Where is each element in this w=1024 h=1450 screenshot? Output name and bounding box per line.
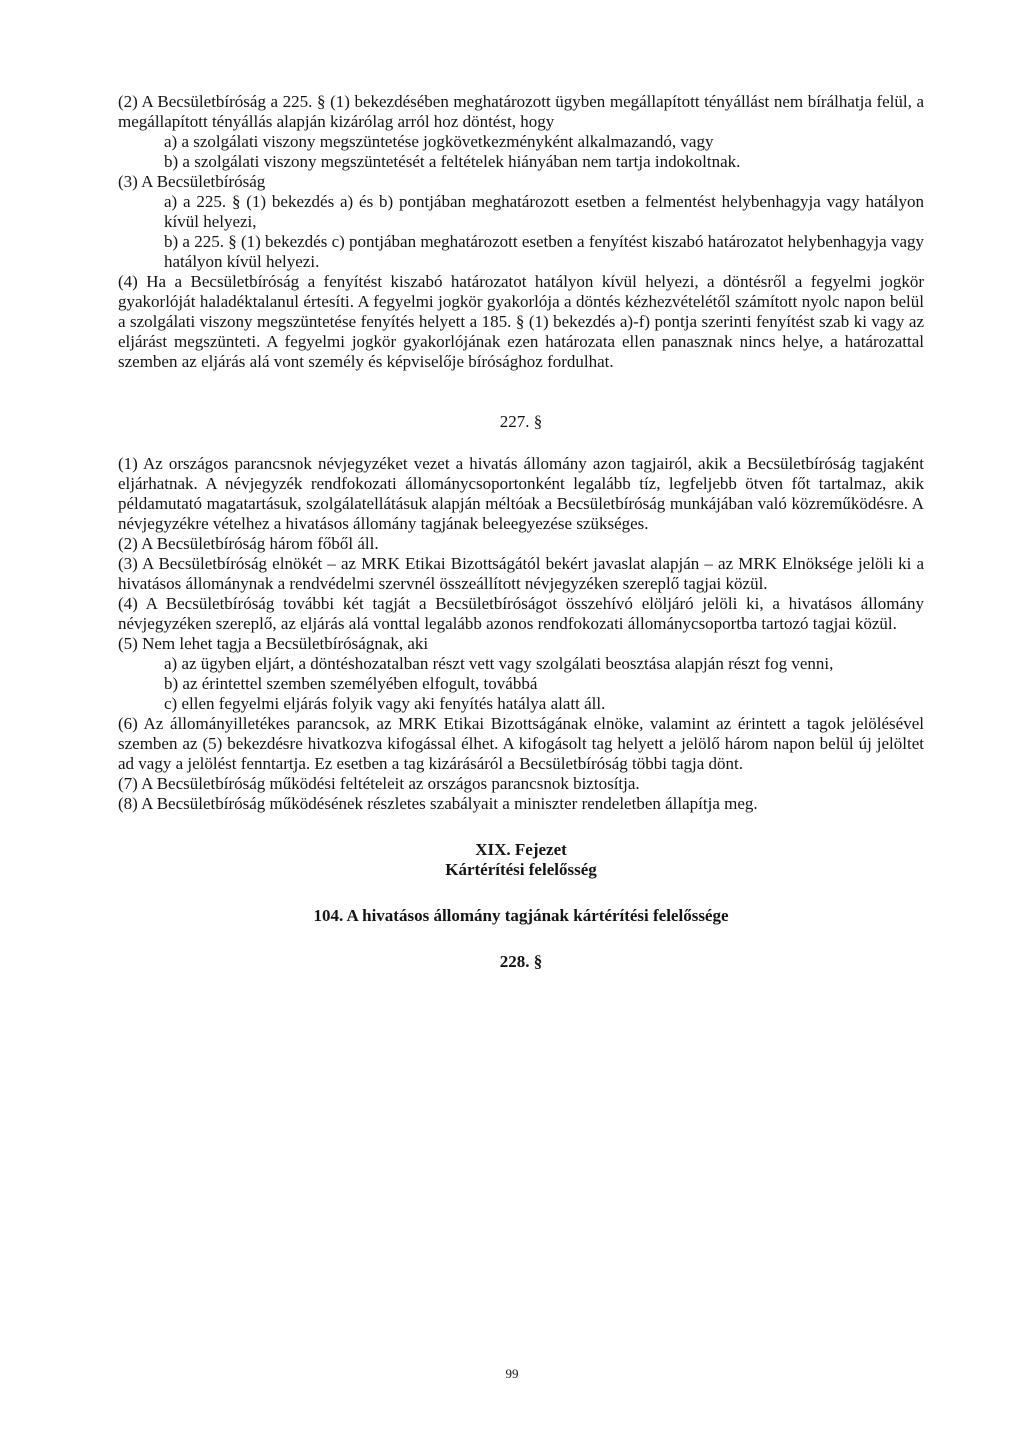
paragraph-227-1: (1) Az országos parancsnok névjegyzéket vezet a hivatás állomány azon tagjairól, akik a Becsületbíróság tagjaként eljárhatnak. A névjegyzék rendfokozati állománycsoportonként legalább tíz, legfeljebb ötven főt tartalmaz, akik példamutató magatartásuk, szolgálatellátásuk alapján méltóak a Becsületbíróság munkájában való közreműködésre. A névjegyzékre vételhez a hivatásos állomány tagjának beleegyezése szükséges. [118, 454, 924, 533]
list-item-226-3-b: b) a 225. § (1) bekezdés c) pontjában meghatározott esetben a fenyítést kiszabó határozatot helybenhagyja vagy hatályon kívül helyezi. [164, 232, 924, 271]
list-item-226-2-a: a) a szolgálati viszony megszüntetése jogkövetkezményként alkalmazandó, vagy [164, 132, 714, 151]
list-item-226-3-a: a) a 225. § (1) bekezdés a) és b) pontjában meghatározott esetben a felmentést helybenhagyja vagy hatályon kívül helyezi, [164, 192, 924, 231]
paragraph-227-3: (3) A Becsületbíróság elnökét – az MRK Etikai Bizottságától bekért javaslat alapján – az MRK Elnöksége jelöli ki a hivatásos állománynak a rendvédelmi szervnél összeállított névjegyzéken szereplő tagjai közül. [118, 554, 924, 593]
page-number: 99 [505, 1366, 519, 1381]
paragraph-227-8: (8) A Becsületbíróság működésének részletes szabályait a miniszter rendeletben állapítja meg. [118, 794, 758, 813]
list-item-227-5-a: a) az ügyben eljárt, a döntéshozatalban részt vett vagy szolgálati beosztása alapján részt fog venni, [164, 654, 834, 673]
paragraph-227-6: (6) Az állományilletékes parancsok, az MRK Etikai Bizottságának elnöke, valamint az érintett a tagok jelölésével szemben az (5) bekezdésre hivatkozva kifogással élhet. A kifogásolt tag helyett a jelölő három napon belül új jelöltet ad vagy a jelölést fenntartja. Ez esetben a tag kizárásáról a Becsületbíróság többi tagja dönt. [118, 714, 924, 773]
paragraph-227-2: (2) A Becsületbíróság három főből áll. [118, 534, 379, 553]
paragraph-226-2: (2) A Becsületbíróság a 225. § (1) bekezdésében meghatározott ügyben megállapított tényállást nem bírálhatja felül, a megállapított tényállás alapján kizárólag arról hoz döntést, hogy [118, 92, 924, 131]
list-item-227-5-b: b) az érintettel szemben személyében elfogult, továbbá [164, 674, 538, 693]
subchapter-title: 104. A hivatásos állomány tagjának kártérítési felelőssége [313, 906, 729, 925]
paragraph-226-3-intro: (3) A Becsületbíróság [118, 172, 266, 191]
chapter-title: Kártérítési felelősség [445, 860, 597, 879]
document-page [118, 92, 924, 972]
paragraph-226-4: (4) Ha a Becsületbíróság a fenyítést kiszabó határozatot hatályon kívül helyezi, a döntésről a fegyelmi jogkör gyakorlóját haladéktalanul értesíti. A fegyelmi jogkör gyakorlója a döntés kézhezvételétől számított nyolc napon belül a szolgálati viszony megszüntetése fenyítés helyett a 185. § (1) bekezdés a)-f) pontja szerinti fenyítést szab ki vagy az eljárást megszünteti. A fegyelmi jogkör gyakorlójának ezen határozata ellen panasznak nincs helye, a határozattal szemben az eljárás alá vont személy és képviselője bírósághoz fordulhat. [118, 272, 924, 371]
section-heading-228: 228. § [499, 952, 543, 971]
paragraph-227-4: (4) A Becsületbíróság további két tagját a Becsületbíróságot összehívó elöljáró jelöli ki, a hivatásos állomány névjegyzéken szereplő, az eljárás alá vonttal legalább azonos rendfokozati állománycsoportba tartozó tagjai közül. [118, 594, 924, 633]
list-item-226-2-b: b) a szolgálati viszony megszüntetését a feltételek hiányában nem tartja indokoltnak. [164, 152, 741, 171]
paragraph-227-5-intro: (5) Nem lehet tagja a Becsületbíróságnak, aki [118, 634, 429, 653]
list-item-227-5-c: c) ellen fegyelmi eljárás folyik vagy aki fenyítés hatálya alatt áll. [164, 694, 606, 713]
section-heading-227: 227. § [499, 412, 543, 431]
paragraph-227-7: (7) A Becsületbíróság működési feltételeit az országos parancsnok biztosítja. [118, 774, 640, 793]
chapter-number: XIX. Fejezet [475, 840, 567, 859]
